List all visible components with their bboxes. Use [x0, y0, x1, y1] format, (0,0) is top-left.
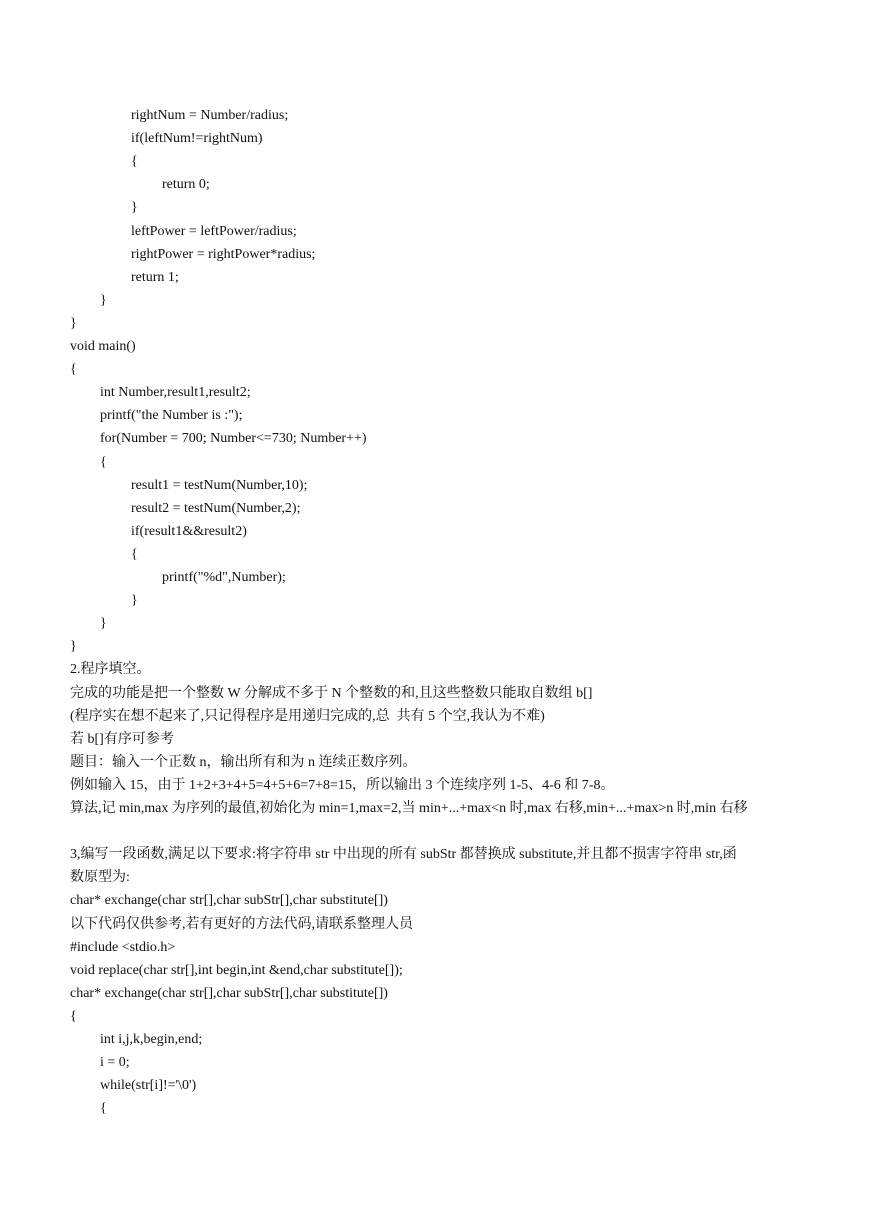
- text-line: }: [100, 616, 107, 632]
- text-line: 以下代码仅供参考,若有更好的方法代码,请联系整理人员: [70, 916, 413, 932]
- text-line: result2 = testNum(Number,2);: [131, 500, 301, 516]
- text-line: {: [131, 546, 138, 562]
- text-line: char* exchange(char str[],char subStr[],char substitute[]): [70, 893, 388, 909]
- text-line: rightNum = Number/radius;: [131, 108, 289, 123]
- text-line: 算法,记 min,max 为序列的最值,初始化为 min=1,max=2,当 min+...+max<n 时,max 右移,min+...+max>n 时,min 右移: [70, 801, 748, 816]
- text-line: 例如输入 15，由于 1+2+3+4+5=4+5+6=7+8=15，所以输出 3 个连续序列 1-5、4-6 和 7-8。: [70, 777, 615, 793]
- text-line: rightPower = rightPower*radius;: [131, 246, 316, 262]
- text-line: int Number,result1,result2;: [100, 385, 251, 401]
- text-line: {: [100, 1101, 107, 1117]
- text-line: printf("the Number is :");: [100, 408, 243, 424]
- text-line: if(result1&&result2): [131, 523, 247, 539]
- text-line: #include <stdio.h>: [70, 939, 176, 955]
- text-line: void replace(char str[],int begin,int &end,char substitute[]);: [70, 962, 403, 978]
- text-line: printf("%d",Number);: [162, 570, 286, 585]
- text-line: }: [70, 315, 77, 331]
- text-line: }: [131, 593, 138, 609]
- text-line: {: [70, 1008, 77, 1024]
- text-line: 数原型为:: [70, 870, 130, 886]
- text-line: {: [100, 454, 107, 470]
- text-line: 若 b[]有序可参考: [70, 731, 174, 747]
- text-line: return 1;: [131, 269, 179, 285]
- text-line: int i,j,k,begin,end;: [100, 1032, 203, 1047]
- text-line: return 0;: [162, 177, 210, 193]
- text-line: (程序实在想不起来了,只记得程序是用递归完成的,总 共有 5 个空,我认为不难): [70, 708, 545, 724]
- text-line: 完成的功能是把一个整数 W 分解成不多于 N 个整数的和,且这些整数只能取自数组 b[]: [70, 685, 593, 701]
- text-line: }: [100, 292, 107, 308]
- text-line: for(Number = 700; Number<=730; Number++): [100, 431, 367, 447]
- text-line: void main(): [70, 339, 136, 354]
- text-line: result1 = testNum(Number,10);: [131, 477, 308, 493]
- text-line: {: [131, 154, 138, 170]
- text-line: }: [70, 639, 77, 655]
- text-line: if(leftNum!=rightNum): [131, 131, 263, 147]
- text-line: }: [131, 200, 138, 216]
- text-line: 3,编写一段函数,满足以下要求:将字符串 str 中出现的所有 subStr 都替换成 substitute,并且都不损害字符串 str,函: [70, 847, 737, 863]
- text-line: while(str[i]!='\0'): [100, 1078, 197, 1094]
- text-line: {: [70, 362, 77, 378]
- text-line: 题目：输入一个正数 n，输出所有和为 n 连续正数序列。: [70, 754, 417, 770]
- text-line: i = 0;: [100, 1055, 130, 1071]
- text-line: char* exchange(char str[],char subStr[],char substitute[]): [70, 985, 388, 1001]
- text-line: leftPower = leftPower/radius;: [131, 223, 297, 239]
- text-line: 2.程序填空。: [70, 662, 151, 678]
